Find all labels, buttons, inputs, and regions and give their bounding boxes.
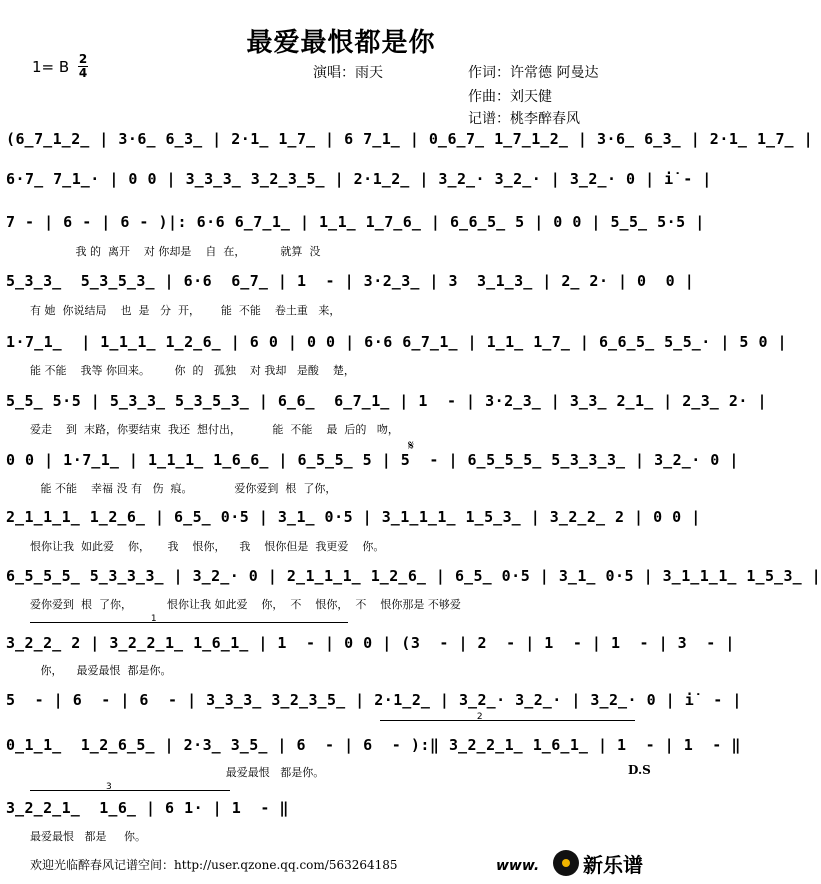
lyric-line-9: 爱你爱到 根 了你， 恨你让我 如此爱 你， 不 恨你， 不 恨你那是 不够爱 bbox=[30, 598, 461, 611]
ending-bracket-1 bbox=[30, 614, 348, 631]
time-signature bbox=[78, 54, 88, 79]
key-signature: 1= B bbox=[32, 58, 70, 76]
singer-credit: 演唱：雨天 bbox=[313, 65, 383, 81]
disc-icon bbox=[553, 850, 579, 876]
music-line-12: 0̲1̲1̲ 1̲2̲6̲5̲ | 2·3̲ 3̲5̲ | 6 - | 6 - ):‖ 3̲2̲2̲1̲ 1̲6̲1̲ | 1 - | 1 - ‖ bbox=[6, 736, 741, 754]
music-line-4: 5̲3̲3̲ 5̲3̲5̲3̲ | 6·6 6̲7̲ | 1 - | 3·2̲3̲ | 3 3̲1̲3̲ | 2̲ 2· | 0 0 | bbox=[6, 272, 695, 290]
music-line-7: 0 0 | 1·7̲1̲ | 1̲1̲1̲ 1̲6̲6̲ | 6̲5̲5̲ 5 | 5 - | 6̲5̲5̲5̲ 5̲3̲3̲3̲ | 3̲2̲· 0 | bbox=[6, 451, 739, 469]
lyric-line-3: 我 的 离开 对 你却是 自 在， 就算 没 bbox=[30, 245, 321, 258]
music-line-13: 3̲2̲2̲1̲ 1̲6̲ | 6 1· | 1 - ‖ bbox=[6, 799, 289, 817]
ending-bracket-3 bbox=[30, 782, 230, 799]
lyric-line-4: 有 她 你说结局 也 是 分 开， 能 不能 卷土重 来， bbox=[30, 304, 341, 317]
lyricist-credit: 作词：许常德 阿曼达 bbox=[468, 65, 599, 81]
music-line-9: 6̲5̲5̲5̲ 5̲3̲3̲3̲ | 3̲2̲· 0 | 2̲1̲1̲1̲ 1̲2̲6̲ | 6̲5̲ 0·5 | 3̲1̲ 0·5 | 3̲1̲1̲1̲ 1̲5̲3̲ | bbox=[6, 567, 821, 585]
music-line-3: 7 - | 6 - | 6 - )|: 6·6 6̲7̲1̲ | 1̲1̲ 1̲7̲6̲ | 6̲6̲5̲ 5 | 0 0 | 5̲5̲ 5·5 | bbox=[6, 213, 705, 231]
lyric-line-7: 能 不能 幸福 没 有 伤 痕。 爱你爱到 根 了你， bbox=[30, 482, 337, 495]
lyric-line-6: 爱走 到 末路，你要结束 我还 想付出， 能 不能 最 后的 吻， bbox=[30, 423, 399, 436]
lyric-line-13: 最爱最恨 都是 你。 bbox=[30, 830, 146, 843]
ending-number-3: 3 bbox=[106, 782, 112, 792]
music-line-8: 2̲1̲1̲1̲ 1̲2̲6̲ | 6̲5̲ 0·5 | 3̲1̲ 0·5 | 3̲1̲1̲1̲ 1̲5̲3̲ | 3̲2̲2̲ 2 | 0 0 | bbox=[6, 508, 701, 526]
music-line-6: 5̲5̲ 5·5 | 5̲3̲3̲ 5̲3̲5̲3̲ | 6̲6̲ 6̲7̲1̲ | 1 - | 3·2̲3̲ | 3̲3̲ 2̲1̲ | 2̲3̲ 2· | bbox=[6, 392, 767, 410]
lyric-line-8: 恨你让我 如此爱 你， 我 恨你， 我 恨你但是 我更爱 你。 bbox=[30, 540, 385, 553]
time-signature-bottom: 4 bbox=[78, 66, 88, 80]
music-line-5: 1·7̲1̲ | 1̲1̲1̲ 1̲2̲6̲ | 6 0 | 0 0 | 6·6 6̲7̲1̲ | 1̲1̲ 1̲7̲ | 6̲6̲5̲ 5̲5̲· | 5 0 | bbox=[6, 333, 788, 351]
lyric-line-10: 你， 最爱最恨 都是你。 bbox=[30, 664, 172, 677]
composer-credit: 作曲：刘天健 bbox=[468, 89, 552, 105]
site-text: www. bbox=[496, 858, 540, 874]
music-line-10: 3̲2̲2̲ 2 | 3̲2̲2̲1̲ 1̲6̲1̲ | 1 - | 0 0 | (3 - | 2 - | 1 - | 1 - | 3 - | bbox=[6, 634, 735, 652]
music-line-1: (6̲7̲1̲2̲ | 3·6̲ 6̲3̲ | 2·1̲ 1̲7̲ | 6 7̲1̲ | 0̲6̲7̲ 1̲7̲1̲2̲ | 3·6̲ 6̲3̲ | 2·1̲ 1̲7̲ | bbox=[6, 130, 814, 148]
transcriber-credit: 记谱：桃李醉春风 bbox=[468, 111, 580, 127]
music-line-2: 6·7̲ 7̲1̲· | 0 0 | 3̲3̲3̲ 3̲2̲3̲5̲ | 2·1̲2̲ | 3̲2̲· 3̲2̲· | 3̲2̲· 0 | i̇ - | bbox=[6, 170, 712, 188]
segno-mark: 𝄋 bbox=[408, 438, 415, 454]
ds-marker: D.S bbox=[628, 763, 651, 777]
time-signature-top: 2 bbox=[78, 52, 88, 66]
song-title: 最爱最恨都是你 bbox=[246, 28, 436, 58]
lyric-line-12: 最爱最恨 都是你。 bbox=[30, 766, 325, 779]
lyric-line-5: 能 不能 我等 你回来。 你 的 孤独 对 我却 是酸 楚， bbox=[30, 364, 355, 377]
music-line-11: 5 - | 6 - | 6 - | 3̲3̲3̲ 3̲2̲3̲5̲ | 2·1̲2̲ | 3̲2̲· 3̲2̲· | 3̲2̲· 0 | i̇ - | bbox=[6, 691, 742, 709]
brand-logo bbox=[553, 846, 677, 880]
ending-number-1: 1 bbox=[150, 614, 157, 624]
brand-name: 新乐谱 bbox=[583, 852, 643, 877]
footer-text: 欢迎光临醉春风记谱空间：http://user.qzone.qq.com/563264185 bbox=[30, 858, 398, 872]
ending-bracket-2 bbox=[380, 712, 635, 729]
ending-number-2: 2 bbox=[476, 712, 483, 722]
